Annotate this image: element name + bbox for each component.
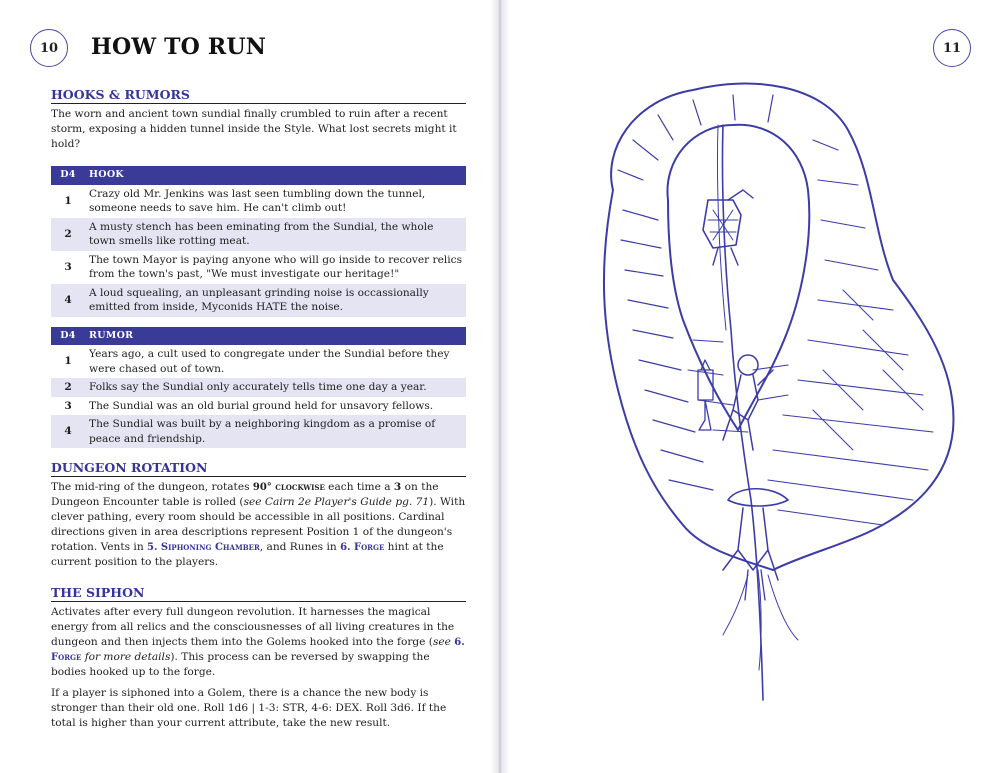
rumor-col-header: RUMOR (85, 327, 466, 346)
siphon-paragraph-2: If a player is siphoned into a Golem, there is a chance the new body is stronger than their old one. Roll 1d6 | 1-3: STR, 4-6: DEX. Roll 3d6. If the total is higher than your current attribute, take the new result. (51, 687, 447, 729)
dungeon-rotation-text: The mid-ring of the dungeon, rotates 90° clockwise each time a 3 on the Dungeon Encounter table is rolled (see Cairn 2e Player's Guide pg. 71). With clever pathing, every room should be accessible in all positions. Cardinal directions given in area descriptions represent Position 1 of the dungeon's rotation. Vents in 5. Siphoning Chamber, and Runes in 6. Forge hint at the current position to the players. (51, 481, 466, 568)
right-page (505, 0, 1000, 773)
hooks-intro: The worn and ancient town sundial finally crumbled to ruin after a recent storm, exposing a hidden tunnel inside the Style. What lost secrets might it hold? (51, 108, 457, 150)
roll-text: Folks say the Sundial only accurately tells time one day a year. (85, 378, 466, 397)
rotation-amount: 90° clockwise (252, 482, 325, 493)
roll-text: The Sundial was built by a neighboring kingdom as a promise of peace and friendship. (85, 415, 466, 448)
page-number-left: 10 (30, 29, 68, 67)
page-title: HOW TO RUN (91, 34, 267, 60)
table-row (51, 218, 466, 251)
dungeon-rotation-heading: DUNGEON ROTATION (51, 460, 466, 477)
roll-text: Crazy old Mr. Jenkins was last seen tumbling down the tunnel, someone needs to save him. He can't climb out! (89, 187, 426, 214)
siphon-heading: THE SIPHON (51, 585, 466, 602)
table-row (51, 415, 466, 448)
roll-text: The town Mayor is paying anyone who will go inside to recover relics from the town's past, "We must investigate our heritage!" (89, 253, 463, 280)
rumor-die-header: D4 (51, 327, 85, 346)
roll-number: 1 (64, 194, 72, 207)
roll-value: 3 (393, 481, 402, 493)
roll-number: 4 (51, 284, 85, 317)
roll-number: 2 (51, 218, 85, 251)
rumor-table (51, 327, 466, 449)
hook-col-header: HOOK (85, 166, 466, 185)
roll-number: 4 (51, 415, 85, 448)
roll-text: A loud squealing, an unpleasant grinding noise is occassionally emitted from inside, Myconids HATE the noise. (85, 284, 466, 317)
left-content (51, 87, 466, 731)
link-forge[interactable]: 6. Forge (51, 637, 465, 663)
link-forge[interactable]: 6. Forge (340, 542, 385, 553)
roll-number: 2 (51, 378, 85, 397)
hook-die-header: D4 (51, 166, 85, 185)
roll-number: 3 (64, 399, 72, 412)
roll-number: 1 (64, 355, 72, 368)
table-row (51, 378, 466, 397)
link-siphoning-chamber[interactable]: 5. Siphoning Chamber (147, 542, 260, 553)
table-row (51, 284, 466, 317)
table-row (51, 345, 466, 378)
table-row (51, 397, 466, 416)
table-row (51, 185, 466, 218)
hook-table (51, 166, 466, 317)
reference-citation: see Cairn 2e Player's Guide pg. 71 (243, 496, 430, 508)
roll-number: 3 (64, 260, 72, 273)
siphon-paragraph-1: Activates after every full dungeon revolution. It harnesses the magical energy from all relics and the consciousnesses of all living creatures in the dungeon and then injects them into the Golems hooked into the forge (see 6. Forge for more details). This process can be reversed by swapping the bodies hooked up to the forge. (51, 606, 465, 678)
hooks-rumors-heading: HOOKS & RUMORS (51, 87, 466, 104)
roll-text: The Sundial was an old burial ground held for unsavory fellows. (89, 399, 434, 412)
sundial-tunnel-illustration (573, 70, 963, 710)
left-page (0, 0, 495, 773)
roll-text: Years ago, a cult used to congregate under the Sundial before they were chased out of town. (89, 348, 450, 375)
page-number-right: 11 (933, 29, 971, 67)
table-row (51, 251, 466, 284)
roll-text: A musty stench has been eminating from the Sundial, the whole town smells like rotting meat. (85, 218, 466, 251)
